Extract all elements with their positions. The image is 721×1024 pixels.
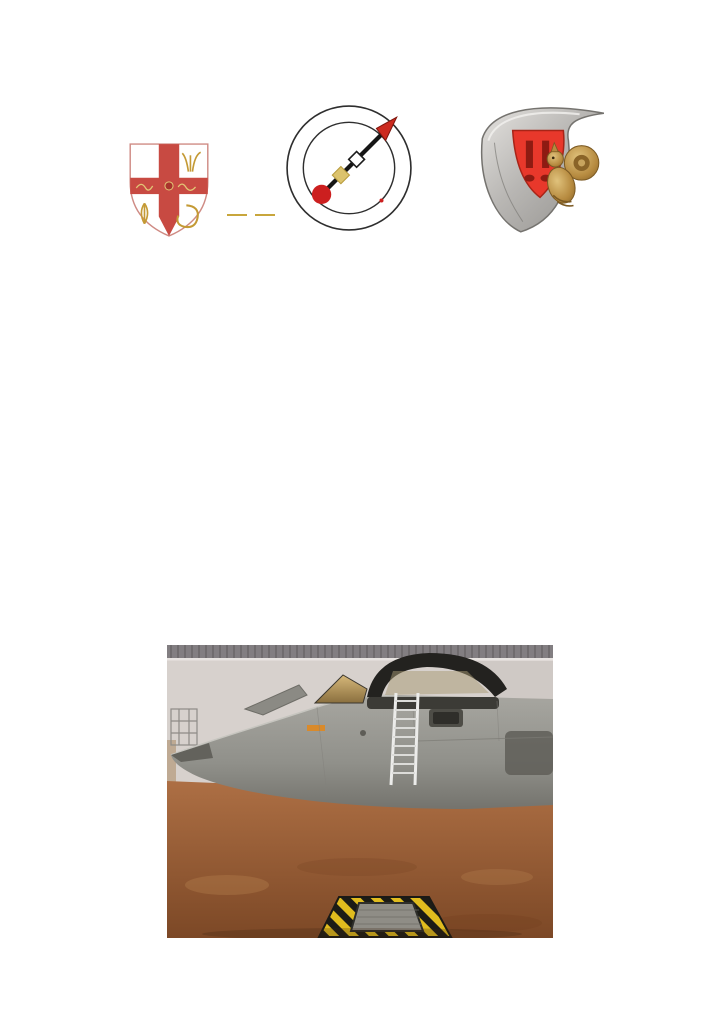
school-crest-icon (125, 141, 213, 238)
air-base-badge-icon (460, 98, 612, 240)
logo-association-eleves-ga-seal (283, 101, 415, 235)
association-seal-icon (283, 101, 415, 235)
class-photo-rafale-hangar (167, 645, 553, 938)
orange-marking (307, 725, 325, 731)
school-type-label (223, 207, 279, 221)
document-body (84, 254, 637, 271)
photo-illustration (167, 645, 553, 938)
seal-separator-dot (379, 198, 383, 202)
dash-decoration (227, 214, 247, 216)
cockpit-sill (367, 697, 499, 709)
dash-decoration (255, 214, 275, 216)
logo-base-aerienne-118-badge (460, 98, 612, 240)
